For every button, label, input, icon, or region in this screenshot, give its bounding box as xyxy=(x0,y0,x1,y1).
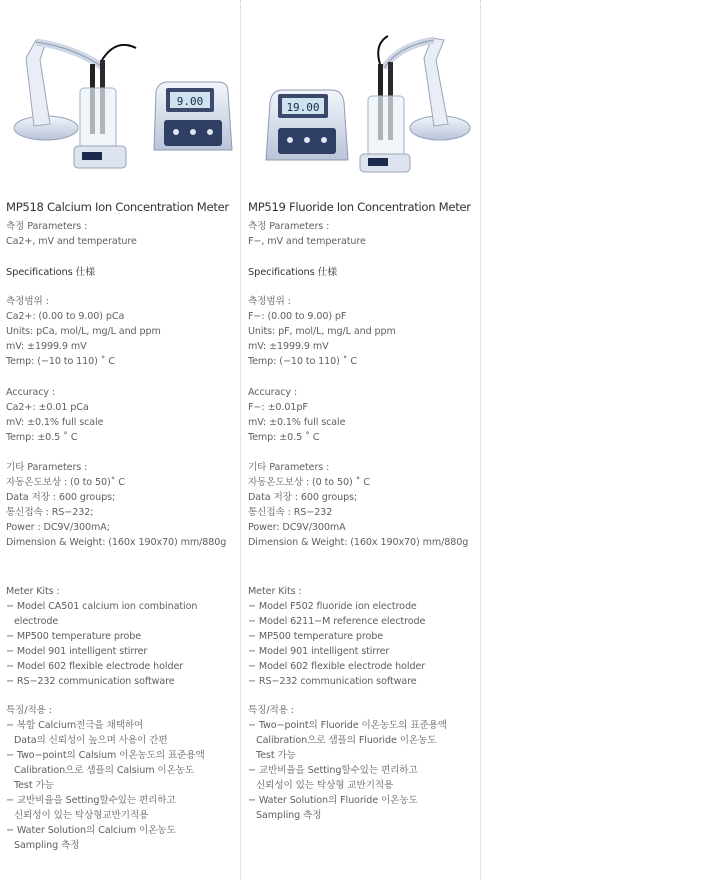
feature-line: Calibration으로 샘플의 Calsium 이온농도 xyxy=(14,765,195,776)
feature-line: Sampling 측정 xyxy=(14,840,80,851)
kit-item: − Model F502 fluoride ion electrode xyxy=(248,601,417,612)
column-separator-right xyxy=(480,0,481,880)
accuracy-line: mV: ±0.1% full scale xyxy=(248,417,346,428)
other-params-line: 자동온도보상 : (0 to 50) ˚ C xyxy=(248,477,370,488)
range-label: 측정범위 : xyxy=(248,296,291,307)
other-params-line: Data 저장 : 600 groups; xyxy=(248,492,358,503)
kit-item: − Model 602 flexible electrode holder xyxy=(6,661,184,672)
feature-line: − Water Solution의 Fluoride 이온농도 xyxy=(248,795,418,806)
accuracy-block xyxy=(6,385,103,445)
kit-item: − Model 901 intelligent stirrer xyxy=(6,646,148,657)
range-line: mV: ±1999.9 mV xyxy=(248,341,329,352)
meter-display-mp518: 9.00 xyxy=(176,95,204,108)
kit-item: electrode xyxy=(14,616,59,627)
other-params-label: 기타 Parameters : xyxy=(6,462,88,473)
other-params-line: 자동온도보상 : (0 to 50)˚ C xyxy=(6,477,125,488)
other-params-block xyxy=(6,460,226,550)
product-photo-mp518 xyxy=(6,28,236,173)
range-line: Ca2+: (0.00 to 9.00) pCa xyxy=(6,311,125,322)
kit-item: − RS−232 communication software xyxy=(248,676,417,687)
other-params-line: Dimension & Weight: (160x 190x70) mm/880g xyxy=(6,537,227,548)
params-label: 측정 Parameters : xyxy=(248,221,330,232)
range-block xyxy=(248,294,396,369)
product-title: MP518 Calcium Ion Concentration Meter xyxy=(6,200,229,214)
meter-kits-block xyxy=(248,584,425,689)
feature-line: Data의 신뢰성이 높으며 사용이 간편 xyxy=(14,735,168,746)
feature-line: − Two−point의 Calsium 이온농도의 표준용액 xyxy=(6,750,205,761)
feature-line: Sampling 측정 xyxy=(256,810,322,821)
accuracy-line: Temp: ±0.5 ˚ C xyxy=(6,432,78,443)
params-value: Ca2+, mV and temperature xyxy=(6,236,137,247)
other-params-line: Power: DC9V/300mA xyxy=(248,522,346,533)
range-line: mV: ±1999.9 mV xyxy=(6,341,87,352)
range-line: Temp: (−10 to 110) ˚ C xyxy=(6,356,116,367)
other-params-line: Power : DC9V/300mA; xyxy=(6,522,110,533)
features-block xyxy=(248,703,447,823)
spec-heading: Specifications 仕様 xyxy=(6,267,96,278)
other-params-block xyxy=(248,460,468,550)
other-params-line: 통신접속 : RS−232 xyxy=(248,507,333,518)
feature-line: − 교반비율을 Setting할수있는 편리하고 xyxy=(248,765,418,776)
product-title: MP519 Fluoride Ion Concentration Meter xyxy=(248,200,471,214)
meter-display-mp519: 19.00 xyxy=(286,101,320,114)
kit-item: − Model 901 intelligent stirrer xyxy=(248,646,390,657)
parameters-block xyxy=(6,219,137,249)
other-params-line: Data 저장 : 600 groups; xyxy=(6,492,116,503)
accuracy-label: Accuracy : xyxy=(248,387,298,398)
accuracy-label: Accuracy : xyxy=(6,387,56,398)
accuracy-block xyxy=(248,385,345,445)
params-value: F−, mV and temperature xyxy=(248,236,366,247)
other-params-line: Dimension & Weight: (160x 190x70) mm/880g xyxy=(248,537,469,548)
accuracy-line: mV: ±0.1% full scale xyxy=(6,417,104,428)
params-label: 측정 Parameters : xyxy=(6,221,88,232)
range-line: Units: pF, mol/L, mg/L and ppm xyxy=(248,326,396,337)
feature-line: 신뢰성이 있는 탁상형 교반기적용 xyxy=(256,780,394,791)
kit-item: − Model 6211−M reference electrode xyxy=(248,616,426,627)
product-photo-mp519 xyxy=(248,28,478,173)
column-separator-left xyxy=(240,0,241,880)
kit-item: − Model CA501 calcium ion combination xyxy=(6,601,198,612)
feature-line: − Water Solution의 Calcium 이온농도 xyxy=(6,825,176,836)
feature-line: Test 가능 xyxy=(256,750,296,761)
kit-item: − Model 602 flexible electrode holder xyxy=(248,661,426,672)
accuracy-line: Ca2+: ±0.01 pCa xyxy=(6,402,89,413)
range-line: Temp: (−10 to 110) ˚ C xyxy=(248,356,358,367)
kit-item: − RS−232 communication software xyxy=(6,676,175,687)
range-line: F−: (0.00 to 9.00) pF xyxy=(248,311,347,322)
feature-line: − Two−point의 Fluoride 이온농도의 표준용액 xyxy=(248,720,447,731)
accuracy-line: Temp: ±0.5 ˚ C xyxy=(248,432,320,443)
range-label: 측정범위 : xyxy=(6,296,49,307)
meter-kits-label: Meter Kits : xyxy=(6,586,60,597)
features-label: 특징/적용 : xyxy=(248,705,294,716)
kit-item: − MP500 temperature probe xyxy=(6,631,142,642)
range-line: Units: pCa, mol/L, mg/L and ppm xyxy=(6,326,161,337)
features-block xyxy=(6,703,205,853)
parameters-block xyxy=(248,219,366,249)
meter-kits-block xyxy=(6,584,197,689)
other-params-label: 기타 Parameters : xyxy=(248,462,330,473)
feature-line: − 교반비율을 Setting할수있는 편리하고 xyxy=(6,795,176,806)
kit-item: − MP500 temperature probe xyxy=(248,631,384,642)
feature-line: − 복합 Calcium전극을 채택하여 xyxy=(6,720,144,731)
other-params-line: 통신접속 : RS−232; xyxy=(6,507,94,518)
range-block xyxy=(6,294,161,369)
features-label: 특징/적용 : xyxy=(6,705,52,716)
feature-line: Calibration으로 샘플의 Fluoride 이온농도 xyxy=(256,735,437,746)
spec-heading: Specifications 仕様 xyxy=(248,267,338,278)
feature-line: Test 가능 xyxy=(14,780,54,791)
accuracy-line: F−: ±0.01pF xyxy=(248,402,308,413)
meter-kits-label: Meter Kits : xyxy=(248,586,302,597)
feature-line: 신뢰성이 있는 탁상형교반기적용 xyxy=(14,810,149,821)
